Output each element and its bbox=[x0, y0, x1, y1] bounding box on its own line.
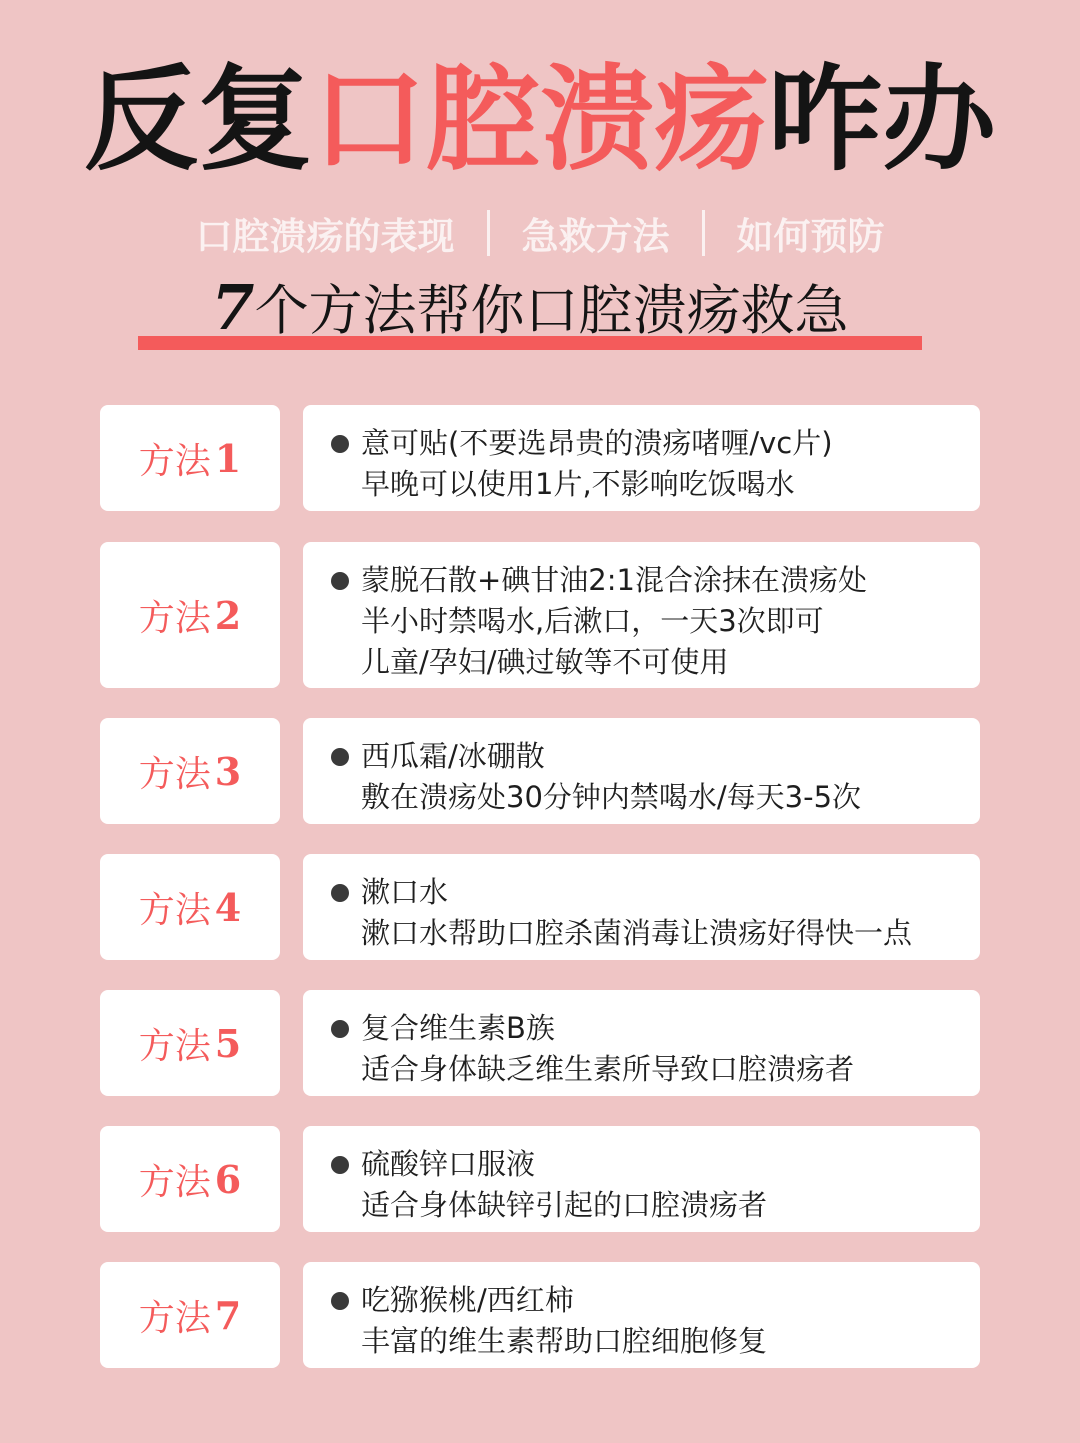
method-line-text: 漱口水 bbox=[361, 875, 449, 909]
bullet-icon bbox=[331, 884, 349, 902]
method-title-line bbox=[331, 872, 980, 913]
method-line-text: 适合身体缺乏维生素所导致口腔溃疡者 bbox=[361, 1052, 855, 1086]
method-title-line bbox=[331, 423, 980, 464]
method-detail-line bbox=[331, 464, 980, 505]
method-number: 1 bbox=[214, 435, 242, 481]
method-line-text: 适合身体缺锌引起的口腔溃疡者 bbox=[361, 1188, 768, 1222]
method-label-text: 方法 bbox=[138, 1161, 211, 1203]
title-part-3: 咋办 bbox=[768, 53, 997, 186]
method-label-text: 方法 bbox=[138, 597, 211, 639]
method-number: 2 bbox=[214, 592, 242, 638]
method-row-7 bbox=[100, 1262, 980, 1368]
method-detail-line bbox=[331, 601, 980, 642]
method-line-text: 复合维生素B族 bbox=[361, 1011, 555, 1045]
method-label bbox=[100, 405, 280, 511]
method-number: 4 bbox=[214, 884, 242, 930]
method-title-line bbox=[331, 1280, 980, 1321]
title-part-2-highlight: 口腔溃疡 bbox=[311, 53, 768, 186]
method-label-text: 方法 bbox=[138, 440, 211, 482]
banner-number: 7 bbox=[211, 271, 255, 344]
method-line-text: 西瓜霜/冰硼散 bbox=[361, 739, 545, 773]
subtitle-bar bbox=[0, 205, 1080, 261]
method-line-text: 漱口水帮助口腔杀菌消毒让溃疡好得快一点 bbox=[361, 916, 913, 950]
method-line-text: 意可贴(不要选昂贵的溃疡啫喱/vc片) bbox=[361, 426, 833, 460]
method-row-6 bbox=[100, 1126, 980, 1232]
subtitle-divider bbox=[702, 210, 705, 256]
bullet-icon bbox=[331, 435, 349, 453]
method-line-text: 吃猕猴桃/西红柿 bbox=[361, 1283, 574, 1317]
page-title bbox=[0, 55, 1080, 185]
method-row-5 bbox=[100, 990, 980, 1096]
bullet-icon bbox=[331, 1020, 349, 1038]
method-detail-line bbox=[331, 1049, 980, 1090]
subtitle-divider bbox=[487, 210, 490, 256]
method-label bbox=[100, 1262, 280, 1368]
method-label-text: 方法 bbox=[138, 1297, 211, 1339]
method-line-text: 早晚可以使用1片,不影响吃饭喝水 bbox=[361, 467, 795, 501]
method-line-text: 敷在溃疡处30分钟内禁喝水/每天3-5次 bbox=[361, 780, 862, 814]
subtitle-item-symptoms: 口腔溃疡的表现 bbox=[195, 215, 455, 258]
method-title-line bbox=[331, 1144, 980, 1185]
method-line-text: 半小时禁喝水,后漱口，一天3次即可 bbox=[361, 604, 824, 638]
method-title-line bbox=[331, 1008, 980, 1049]
method-detail-line bbox=[331, 642, 980, 683]
banner-text: 个方法帮你口腔溃疡救急 bbox=[254, 279, 849, 342]
method-line-text: 硫酸锌口服液 bbox=[361, 1147, 536, 1181]
method-detail-line bbox=[331, 1321, 980, 1362]
method-label bbox=[100, 542, 280, 688]
method-label bbox=[100, 718, 280, 824]
method-number: 3 bbox=[214, 748, 242, 794]
method-label bbox=[100, 1126, 280, 1232]
method-content bbox=[303, 854, 980, 960]
bullet-icon bbox=[331, 1292, 349, 1310]
method-title-line bbox=[331, 736, 980, 777]
method-detail-line bbox=[331, 777, 980, 818]
method-line-text: 丰富的维生素帮助口腔细胞修复 bbox=[361, 1324, 768, 1358]
title-part-1: 反复 bbox=[83, 53, 312, 186]
method-line-text: 儿童/孕妇/碘过敏等不可使用 bbox=[361, 645, 729, 679]
method-label bbox=[100, 990, 280, 1096]
method-line-text: 蒙脱石散+碘甘油2:1混合涂抹在溃疡处 bbox=[361, 563, 867, 597]
method-content bbox=[303, 405, 980, 511]
method-row-3 bbox=[100, 718, 980, 824]
method-title-line bbox=[331, 560, 980, 601]
method-content bbox=[303, 1262, 980, 1368]
method-label-text: 方法 bbox=[138, 889, 211, 931]
bullet-icon bbox=[331, 572, 349, 590]
method-number: 5 bbox=[214, 1020, 242, 1066]
method-content bbox=[303, 990, 980, 1096]
method-label-text: 方法 bbox=[138, 753, 211, 795]
method-number: 6 bbox=[214, 1156, 242, 1202]
method-content bbox=[303, 1126, 980, 1232]
section-banner bbox=[138, 271, 922, 350]
method-number: 7 bbox=[214, 1292, 242, 1338]
method-label bbox=[100, 854, 280, 960]
method-row-1 bbox=[100, 405, 980, 511]
bullet-icon bbox=[331, 748, 349, 766]
method-row-2 bbox=[100, 542, 980, 688]
bullet-icon bbox=[331, 1156, 349, 1174]
method-detail-line bbox=[331, 1185, 980, 1226]
method-content bbox=[303, 542, 980, 688]
subtitle-item-firstaid: 急救方法 bbox=[521, 215, 670, 258]
method-label-text: 方法 bbox=[138, 1025, 211, 1067]
subtitle-item-prevention: 如何预防 bbox=[736, 215, 885, 258]
method-row-4 bbox=[100, 854, 980, 960]
banner-heading bbox=[138, 271, 922, 345]
method-content bbox=[303, 718, 980, 824]
method-detail-line bbox=[331, 913, 980, 954]
